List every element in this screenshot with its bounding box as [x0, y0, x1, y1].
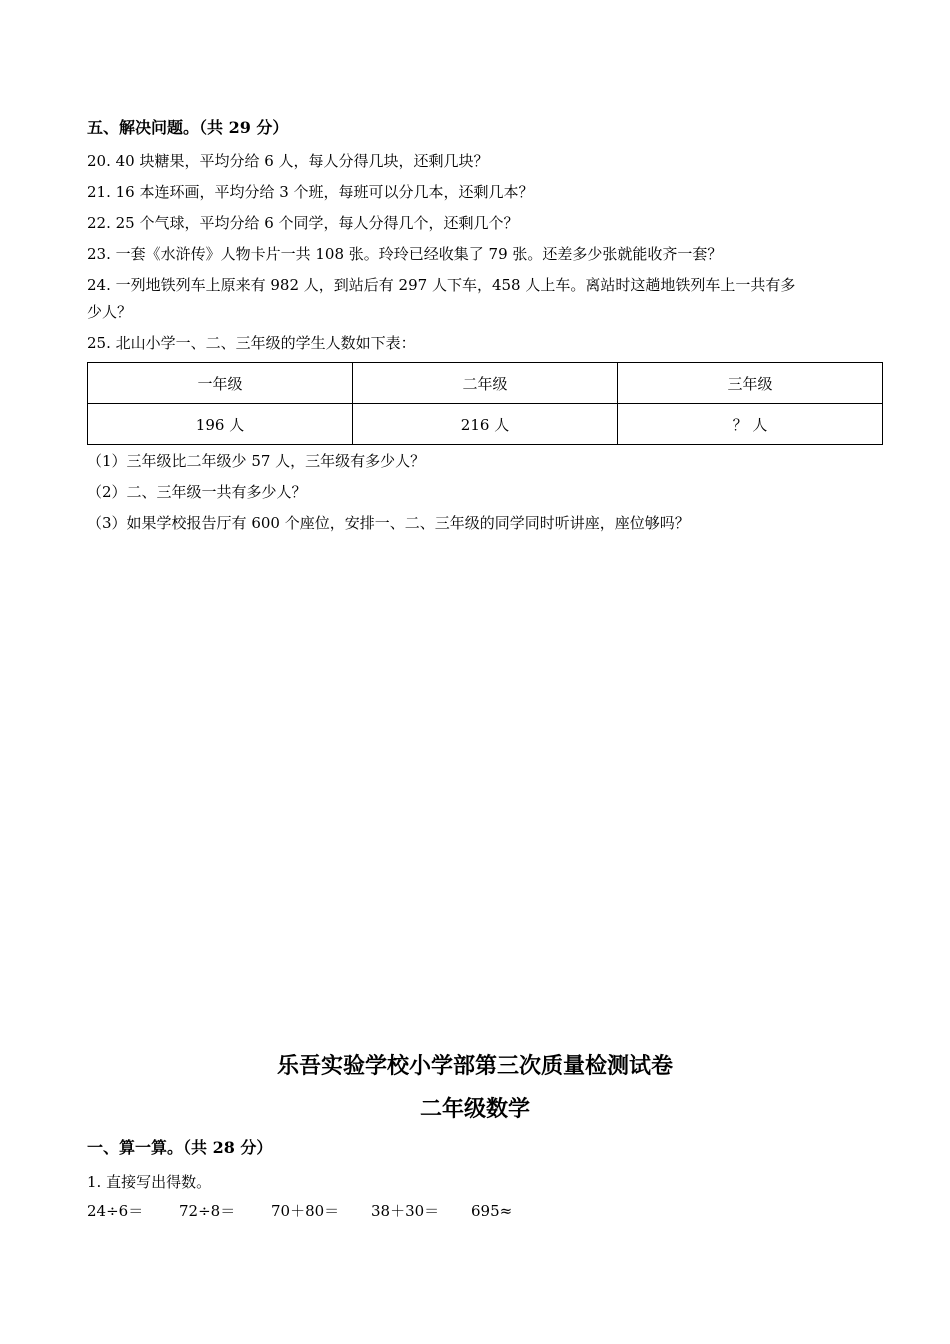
exam-title: 乐吾实验学校小学部第三次质量检测试卷 — [276, 1053, 673, 1079]
table-header-cell: 一年级 — [88, 363, 353, 404]
subquestion-1: （1）三年级比二年级少 57 人，三年级有多少人？ — [87, 452, 426, 470]
table-header-cell: 三年级 — [618, 363, 883, 404]
table-cell: ？ 人 — [618, 404, 883, 445]
table-cell: 196 人 — [88, 404, 353, 445]
table-header-cell: 二年级 — [353, 363, 618, 404]
section-1-title: 一、算一算。（共 28 分） — [87, 1138, 273, 1157]
calc-expression: 70＋80＝ — [271, 1202, 340, 1220]
student-count-table — [87, 362, 883, 445]
question-21: 21. 16 本连环画，平均分给 3 个班，每班可以分几本，还剩几本？ — [87, 183, 534, 201]
subquestion-2: （2）二、三年级一共有多少人？ — [87, 483, 307, 501]
subject-title: 二年级数学 — [419, 1096, 530, 1122]
question-25: 25. 北山小学一、二、三年级的学生人数如下表： — [87, 334, 416, 352]
question-22: 22. 25 个气球，平均分给 6 个同学，每人分得几个，还剩几个？ — [87, 214, 519, 232]
question-1-label: 1. 直接写出得数。 — [87, 1173, 212, 1191]
calc-expression: 72÷8＝ — [179, 1202, 236, 1220]
table-cell: 216 人 — [353, 404, 618, 445]
calc-expression: 695≈ — [471, 1202, 513, 1220]
question-24-cont: 少人？ — [87, 303, 133, 321]
calc-expression: 24÷6＝ — [87, 1202, 144, 1220]
calc-expression: 38＋30＝ — [371, 1202, 440, 1220]
calculation-row — [87, 1201, 512, 1221]
question-20: 20. 40 块糖果，平均分给 6 人，每人分得几块，还剩几块？ — [87, 152, 489, 170]
question-24: 24. 一列地铁列车上原来有 982 人，到站后有 297 人下车，458 人上车。离站时这趟地铁列车上一共有多 — [87, 276, 796, 294]
subquestion-3: （3）如果学校报告厅有 600 个座位，安排一、二、三年级的同学同时听讲座，座位够吗？ — [87, 514, 690, 532]
table-header-row — [88, 363, 883, 404]
table-row — [88, 404, 883, 445]
section-5-title: 五、解决问题。（共 29 分） — [87, 118, 289, 137]
question-23: 23. 一套《水浒传》人物卡片一共 108 张。玲玲已经收集了 79 张。还差多少张就能收齐一套？ — [87, 245, 723, 263]
